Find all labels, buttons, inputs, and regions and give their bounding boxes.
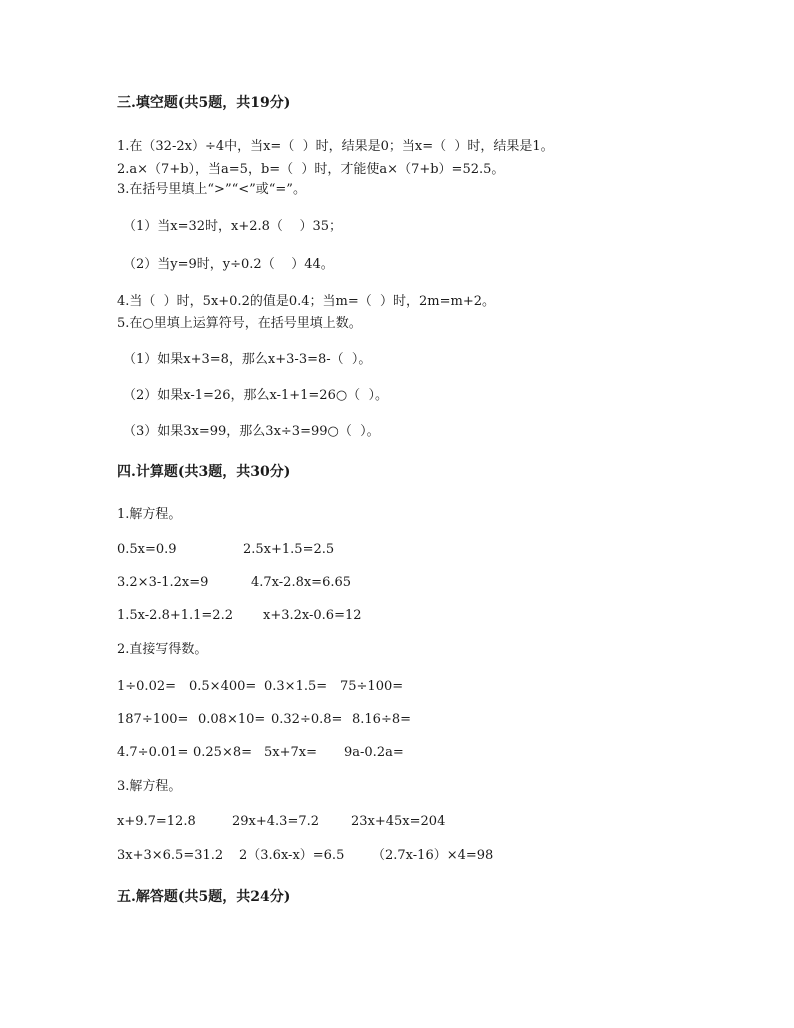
question-3-3: 3.在括号里填上“>”“<”或“=”。 (117, 182, 306, 197)
question-4-3: 3.解方程。 (117, 779, 182, 794)
question-3-3-part2: （2）当y=9时，y÷0.2（ ）44。 (123, 257, 334, 272)
arithmetic-item: 187÷100= (117, 712, 189, 727)
equation: x+9.7=12.8 (117, 814, 196, 829)
equation: 0.5x=0.9 (117, 542, 177, 557)
question-3-3-part1: （1）当x=32时，x+2.8（ ）35； (123, 219, 343, 234)
arithmetic-item: 1÷0.02= (117, 679, 177, 694)
equation: 4.7x-2.8x=6.65 (251, 575, 352, 590)
arithmetic-item: 0.5×400= (189, 679, 257, 694)
question-3-1: 1.在（32-2x）÷4中，当x=（ ）时，结果是0；当x=（ ）时，结果是1。 (117, 139, 554, 154)
section4-heading: 四.计算题(共3题，共30分) (117, 464, 291, 480)
equation: 3x+3×6.5=31.2 (117, 848, 224, 863)
question-3-5-part3: （3）如果3x=99，那么3x÷3=99○（ ）。 (123, 424, 380, 439)
equation: 29x+4.3=7.2 (232, 814, 320, 829)
question-3-5-part1: （1）如果x+3=8，那么x+3-3=8-（ ）。 (123, 352, 372, 367)
equation: 2（3.6x-x）=6.5 (239, 848, 345, 863)
arithmetic-item: 8.16÷8= (352, 712, 412, 727)
arithmetic-item: 0.08×10= (198, 712, 266, 727)
section5-heading: 五.解答题(共5题，共24分) (117, 889, 291, 905)
section3-heading: 三.填空题(共5题，共19分) (117, 95, 291, 111)
question-4-1: 1.解方程。 (117, 507, 182, 522)
equation: x+3.2x-0.6=12 (263, 608, 362, 623)
arithmetic-item: 9a-0.2a= (344, 745, 404, 760)
question-4-2: 2.直接写得数。 (117, 642, 208, 657)
equation: （2.7x-16）×4=98 (372, 848, 494, 863)
arithmetic-item: 4.7÷0.01= (117, 745, 189, 760)
equation: 23x+45x=204 (351, 814, 446, 829)
question-3-4: 4.当（ ）时，5x+0.2的值是0.4；当m=（ ）时，2m=m+2。 (117, 294, 495, 309)
question-3-5: 5.在○里填上运算符号，在括号里填上数。 (117, 316, 362, 331)
equation: 2.5x+1.5=2.5 (243, 542, 335, 557)
equation: 3.2×3-1.2x=9 (117, 575, 209, 590)
question-3-2: 2.a×（7+b），当a=5，b=（ ）时，才能使a×（7+b）=52.5。 (117, 162, 505, 177)
arithmetic-item: 75÷100= (340, 679, 404, 694)
arithmetic-item: 5x+7x= (264, 745, 317, 760)
question-3-5-part2: （2）如果x-1=26，那么x-1+1=26○（ ）。 (123, 388, 388, 403)
equation: 1.5x-2.8+1.1=2.2 (117, 608, 233, 623)
arithmetic-item: 0.32÷0.8= (271, 712, 343, 727)
arithmetic-item: 0.3×1.5= (264, 679, 328, 694)
arithmetic-item: 0.25×8= (193, 745, 253, 760)
